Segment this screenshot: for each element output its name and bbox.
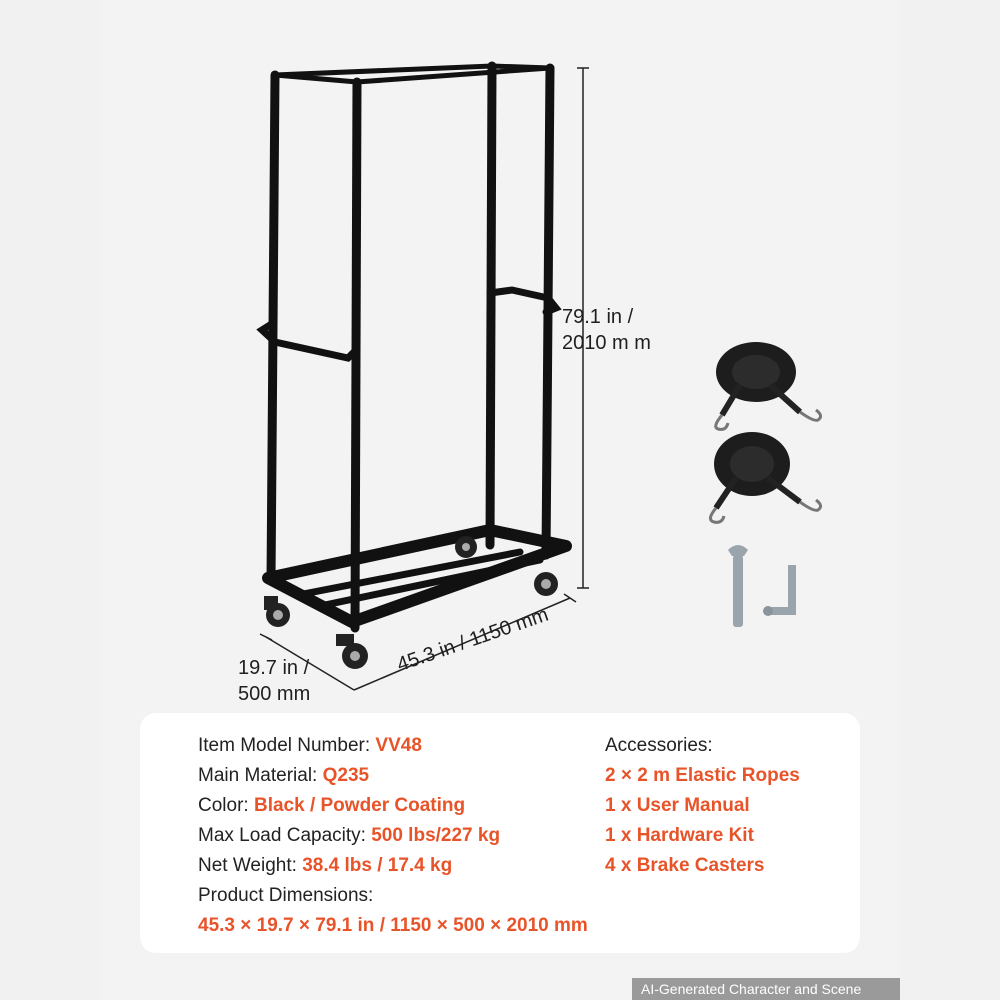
spec-list bbox=[198, 731, 638, 941]
height-dimension-label bbox=[562, 304, 651, 356]
depth-line-2: 500 mm bbox=[238, 683, 311, 705]
cart-frame bbox=[262, 66, 566, 628]
spec-load: Max Load Capacity: 500 lbs/227 kg bbox=[198, 825, 501, 846]
accessory-item: 1 x User Manual bbox=[605, 795, 750, 816]
elastic-rope-icon bbox=[716, 342, 821, 429]
spec-material: Main Material: Q235 bbox=[198, 765, 370, 786]
height-line-2: 2010 m m bbox=[562, 332, 651, 354]
spec-dimensions-value: 45.3 × 19.7 × 79.1 in / 1150 × 500 × 2010 mm bbox=[198, 915, 588, 936]
depth-line-1: 19.7 in / bbox=[238, 657, 310, 679]
ai-generated-tag: AI-Generated Character and Scene bbox=[632, 978, 900, 1000]
spec-color: Color: Black / Powder Coating bbox=[198, 795, 466, 816]
elastic-rope-icon bbox=[710, 432, 820, 522]
spec-card bbox=[140, 713, 860, 953]
spec-weight: Net Weight: 38.4 lbs / 17.4 kg bbox=[198, 855, 453, 876]
accessory-item: 2 × 2 m Elastic Ropes bbox=[605, 765, 800, 786]
accessory-item: 1 x Hardware Kit bbox=[605, 825, 754, 846]
hex-key-icon bbox=[763, 565, 796, 616]
accessory-item: 4 x Brake Casters bbox=[605, 855, 765, 876]
accessories-list bbox=[605, 731, 845, 881]
accessories-title: Accessories: bbox=[605, 735, 713, 756]
wrench-icon bbox=[728, 545, 748, 627]
spec-model: Item Model Number: VV48 bbox=[198, 735, 422, 756]
depth-dimension-label bbox=[238, 655, 310, 707]
spec-dimensions-label: Product Dimensions: bbox=[198, 885, 374, 906]
height-line-1: 79.1 in / bbox=[562, 306, 634, 328]
width-dimension-label: 45.3 in / 1150 mm bbox=[394, 603, 552, 677]
